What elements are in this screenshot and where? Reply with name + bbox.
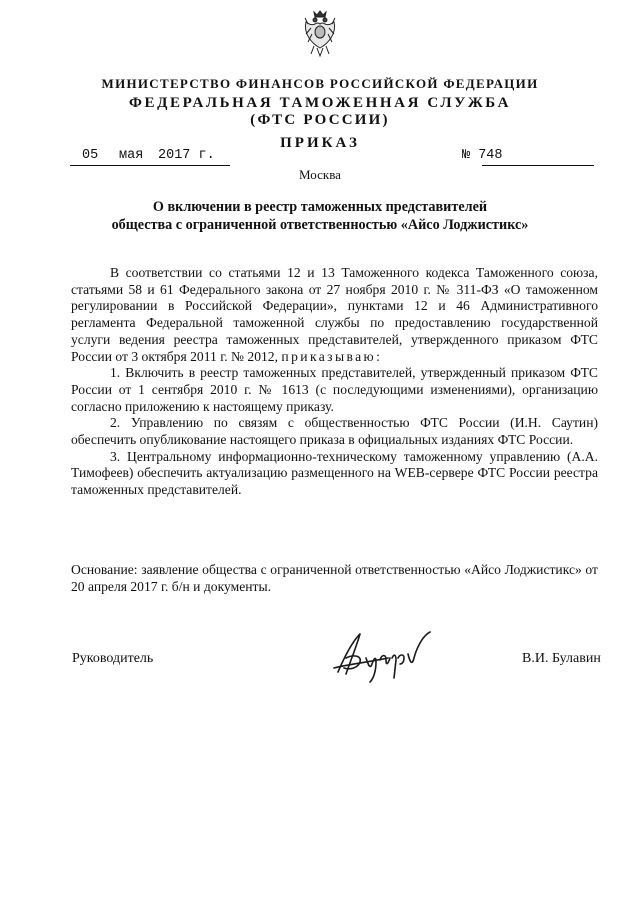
number-underline [482,164,594,166]
intro-text: В соответствии со статьями 12 и 13 Таможенного кодекса Таможенного союза, статьями 58 и 61 Федерального закона от 27 ноября 2010 г. № 311-ФЗ «О таможенном регулировании в Российской Федерации», пунктами 12 и 46 Административного регламента Федеральной таможенной службы по предоставлению государственной услуги ведения реестра таможенных представителей, утвержденного приказом ФТС России от 3 октября 2011 г. № 2012, [71,265,598,364]
title-line-2: общества с ограниченной ответственностью «Айсо Лоджистикс» [111,217,529,233]
order-word: приказываю: [281,348,383,364]
coat-of-arms-emblem [302,8,338,60]
date-day: 05 [82,148,99,163]
order-item-3: 3. Центральному информационно-техническому таможенному управлению (А.А. Тимофеев) обеспечить актуализацию размещенного на WEB-сервере ФТС России реестра таможенных представителей. [71,448,598,498]
basis-section [71,562,598,595]
city: Москва [299,167,341,182]
service-name: ФЕДЕРАЛЬНАЯ ТАМОЖЕННАЯ СЛУЖБА [128,95,512,111]
handwritten-signature [330,628,436,686]
document-title [0,198,640,234]
date-month: мая [119,148,144,163]
title-line-1: О включении в реестр таможенных представителей [152,199,488,215]
signatory-role: Руководитель [72,651,154,666]
order-item-2: 2. Управлению по связям с общественностью ФТС России (И.Н. Саутин) обеспечить опубликование настоящего приказа в официальных изданиях ФТС России. [71,415,598,448]
date-year: 2017 г. [158,148,215,163]
basis-text: Основание: заявление общества с ограниченной ответственностью «Айсо Лоджистикс» от 20 апреля 2017 г. б/н и документы. [71,562,598,594]
service-abbreviation: (ФТС РОССИИ) [250,112,390,128]
ministry-name: МИНИСТЕРСТВО ФИНАНСОВ РОССИЙСКОЙ ФЕДЕРАЦИИ [101,76,539,91]
date-underline [70,164,230,166]
document-body [71,265,598,499]
signatory-name: В.И. Булавин [522,651,601,666]
intro-paragraph [71,265,598,365]
document-number: № 748 [462,148,503,163]
order-item-1: 1. Включить в реестр таможенных представителей, утвержденный приказом ФТС России от 1 сентября 2010 г. № 1613 (с последующими изменениями), организацию согласно приложению к настоящему приказу. [71,365,598,414]
document-type: ПРИКАЗ [280,135,360,151]
